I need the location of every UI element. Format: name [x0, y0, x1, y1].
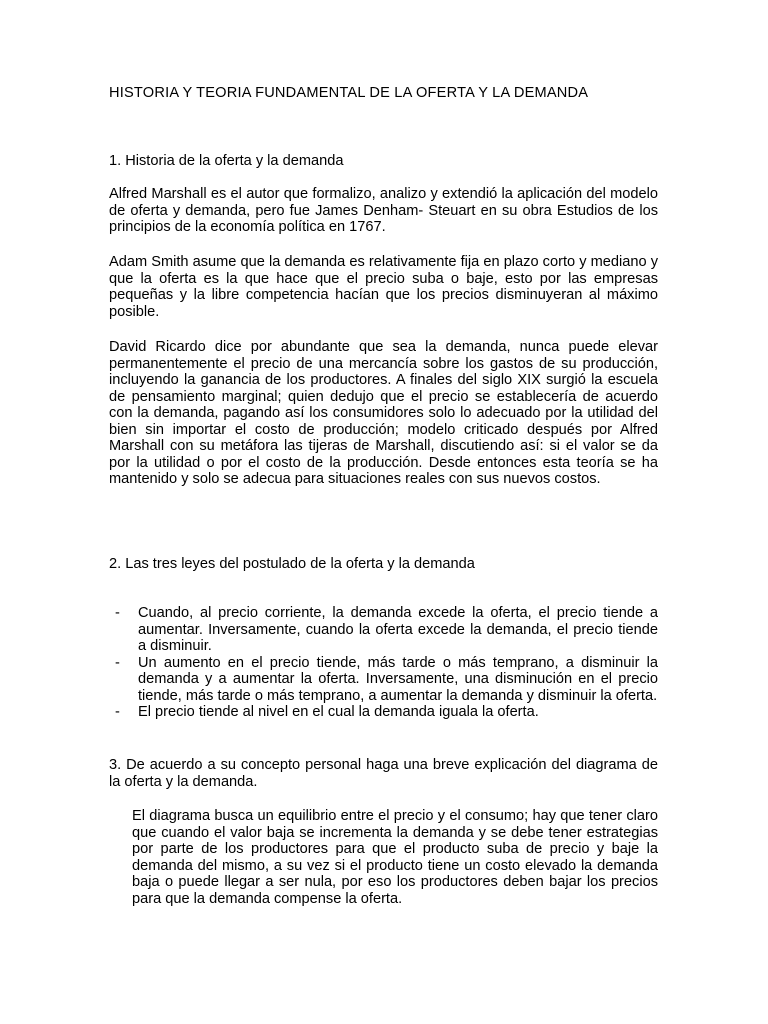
section-1-heading: 1. Historia de la oferta y la demanda [109, 153, 344, 169]
list-bullet: - [115, 654, 120, 671]
laws-list [109, 605, 658, 721]
list-item [109, 605, 658, 655]
section-2-heading: 2. Las tres leyes del postulado de la oferta y la demanda [109, 556, 475, 572]
document-title: HISTORIA Y TEORIA FUNDAMENTAL DE LA OFERTA Y LA DEMANDA [109, 85, 589, 101]
list-bullet: - [115, 704, 120, 720]
paragraph-marshall: Alfred Marshall es el autor que formalizo, analizo y extendió la aplicación del modelo de oferta y demanda, pero fue James Denham- Steuart en su obra Estudios de los principios de la economía política en 1767. [109, 186, 658, 235]
section-3-answer: El diagrama busca un equilibrio entre el precio y el consumo; hay que tener claro que cuando el valor baja se incrementa la demanda y se debe tener estrategias por parte de los productores para que el producto suba de precio y baje la demanda del mismo, a su vez si el producto tiene un costo elevado la demanda baja o puede llegar a ser nula, por eso los productores deben bajar los precios para que la demanda compense la oferta. [132, 808, 658, 907]
section-3-question: 3. De acuerdo a su concepto personal haga una breve explicación del diagrama de la oferta y la demanda. [109, 757, 658, 790]
law-text: El precio tiende al nivel en el cual la demanda iguala la oferta. [138, 704, 539, 720]
list-bullet: - [115, 605, 120, 621]
law-text: Cuando, al precio corriente, la demanda excede la oferta, el precio tiende a aumentar. Inversamente, cuando la oferta excede la demanda, el precio tiende a disminuir. [138, 605, 658, 654]
law-text: Un aumento en el precio tiende, más tarde o más temprano, a disminuir la demanda y a aumentar la oferta. Inversamente, una disminución en el precio tiende, más tarde o más temprano, a aumentar la demanda y disminuir la oferta. [138, 654, 658, 704]
paragraph-david-ricardo: David Ricardo dice por abundante que sea la demanda, nunca puede elevar permanentemente el precio de una mercancía sobre los gastos de su producción, incluyendo la ganancia de los productores. A finales del siglo XIX surgió la escuela de pensamiento marginal; quien dedujo que el precio se establecería de acuerdo con la demanda, pagando así los consumidores solo lo adecuado por la utilidad del bien sin importar el costo de producción; modelo criticado después por Alfred Marshall con su metáfora las tijeras de Marshall, discutiendo así: si el valor se da por la utilidad o por el costo de la producción. Desde entonces esta teoría se ha mantenido y solo se adecua para situaciones reales con sus nuevos costos. [109, 339, 658, 487]
paragraph-adam-smith: Adam Smith asume que la demanda es relativamente fija en plazo corto y mediano y que la oferta es la que hace que el precio suba o baje, esto por las empresas pequeñas y la libre competencia hacían que los precios disminuyeran al máximo posible. [109, 254, 658, 320]
list-item [109, 655, 658, 705]
list-item [109, 704, 658, 721]
